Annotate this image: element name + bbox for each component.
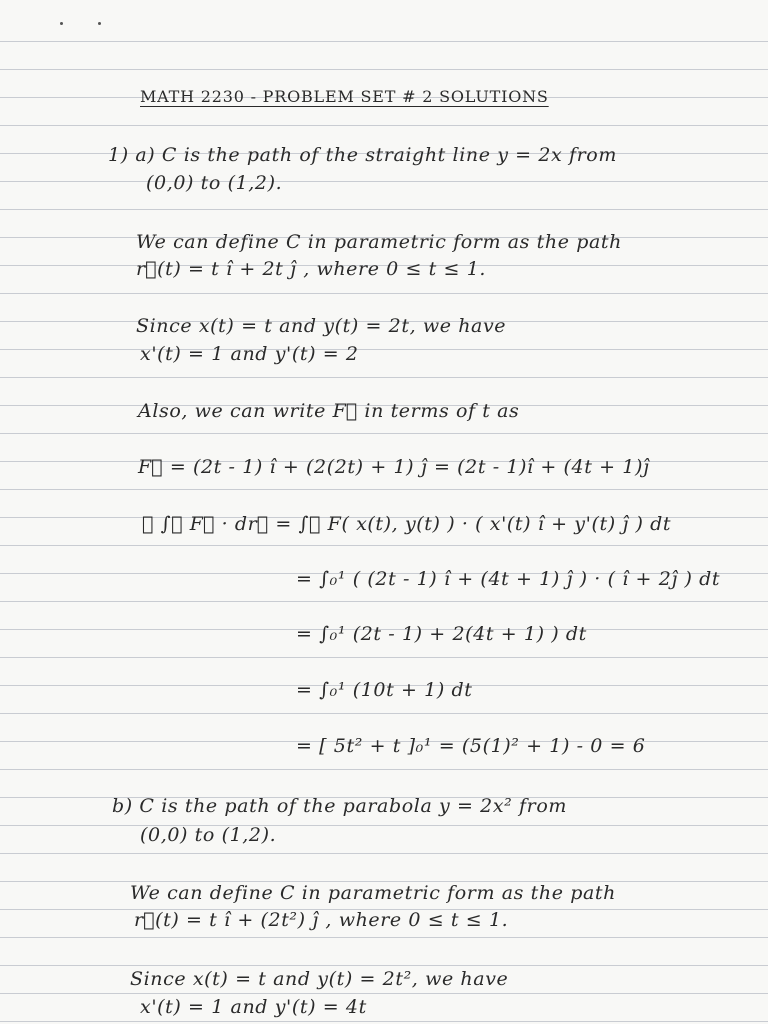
- part-b-line-4: r⃗(t) = t î + (2t²) ĵ , where 0 ≤ t ≤ 1.: [134, 909, 509, 931]
- part-a-line-3: We can define C in parametric form as the path: [136, 231, 622, 253]
- part-a-line-10: = ∫₀¹ ( (2t - 1) î + (4t + 1) ĵ ) · ( î + 2ĵ ) dt: [296, 568, 721, 590]
- part-b-line-1: b) C is the path of the parabola y = 2x² from: [112, 795, 567, 817]
- part-b-line-6: x'(t) = 1 and y'(t) = 4t: [140, 996, 367, 1018]
- paper-speck: [60, 22, 63, 25]
- part-a-line-8: F⃗ = (2t - 1) î + (2(2t) + 1) ĵ = (2t - 1)î + (4t + 1)ĵ: [138, 456, 650, 478]
- part-a-line-2: (0,0) to (1,2).: [146, 172, 283, 194]
- part-b-line-5: Since x(t) = t and y(t) = 2t², we have: [130, 968, 509, 990]
- part-a-line-5: Since x(t) = t and y(t) = 2t, we have: [136, 315, 507, 337]
- part-a-line-6: x'(t) = 1 and y'(t) = 2: [140, 343, 359, 365]
- part-b-line-2: (0,0) to (1,2).: [140, 824, 277, 846]
- paper-speck: [98, 22, 101, 25]
- part-a-line-12: = ∫₀¹ (10t + 1) dt: [296, 679, 473, 701]
- part-a-line-4: r⃗(t) = t î + 2t ĵ , where 0 ≤ t ≤ 1.: [136, 258, 487, 280]
- part-a-line-7: Also, we can write F⃗ in terms of t as: [138, 400, 520, 422]
- part-a-line-11: = ∫₀¹ (2t - 1) + 2(4t + 1) ) dt: [296, 623, 587, 645]
- part-a-line-13: = [ 5t² + t ]₀¹ = (5(1)² + 1) - 0 = 6: [296, 735, 646, 757]
- part-b-line-3: We can define C in parametric form as the path: [130, 882, 616, 904]
- part-a-line-9: ∴ ∫꜀ F⃗ · dr⃗ = ∫꜀ F( x(t), y(t) ) · ( x'(t) î + y'(t) ĵ ) dt: [142, 513, 672, 535]
- part-a-line-1: 1) a) C is the path of the straight line y = 2x from: [108, 144, 617, 166]
- page-title: MATH 2230 - PROBLEM SET # 2 SOLUTIONS: [140, 87, 549, 106]
